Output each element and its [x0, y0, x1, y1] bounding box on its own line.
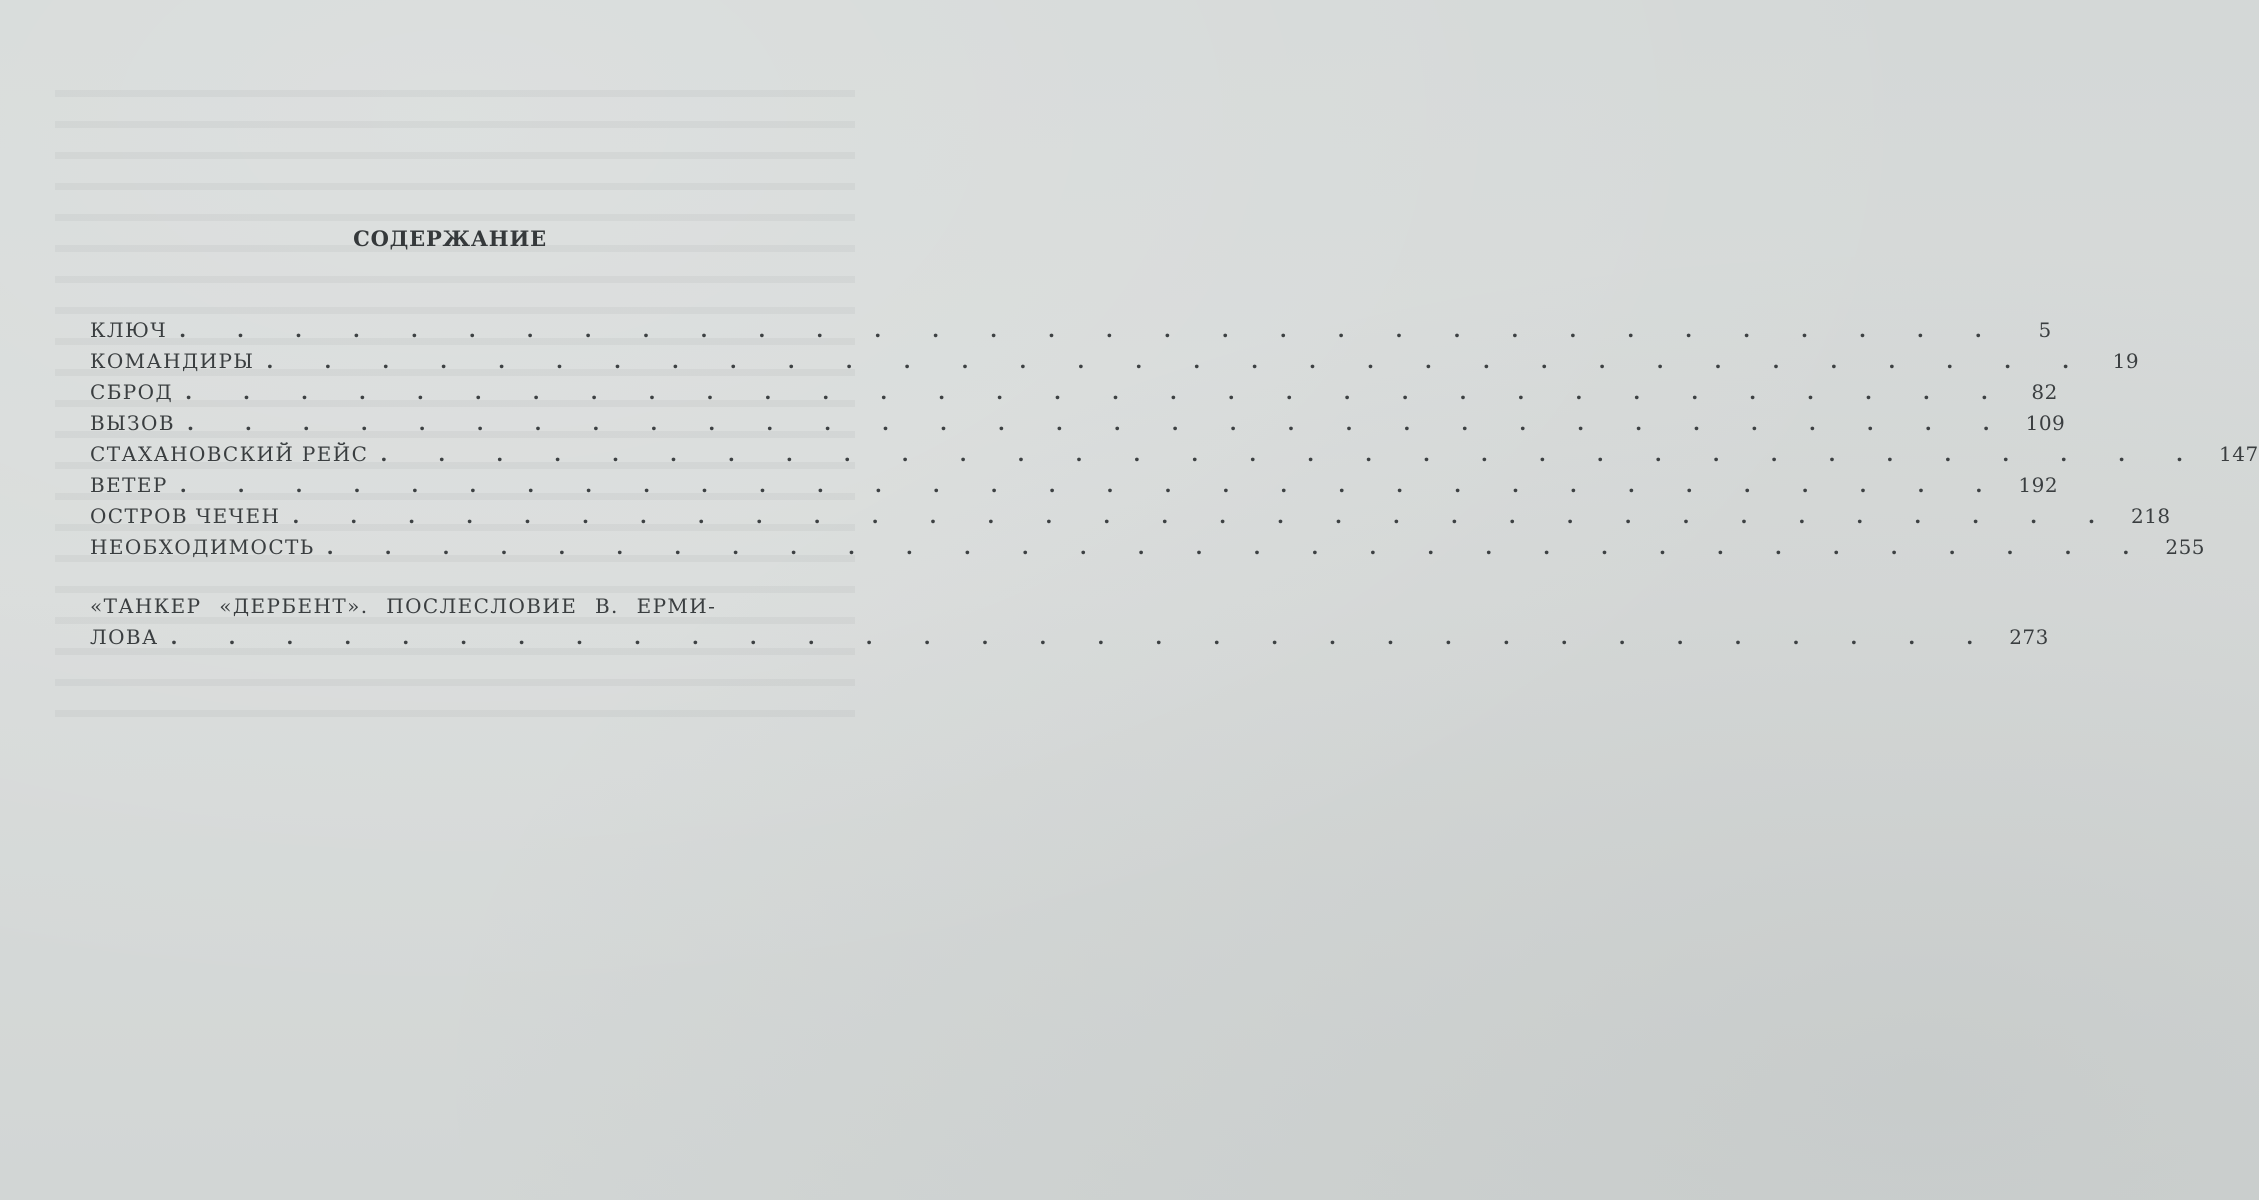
toc-entry — [90, 380, 2058, 411]
toc-entry-page: 255 — [2165, 535, 2206, 559]
toc-entry — [90, 535, 2206, 566]
dot-leader: . . . . . . . . . . . . . . . . . . . . . . . . . . . . . . . . — [380, 442, 2206, 466]
dot-leader: . . . . . . . . . . . . . . . . . . . . . . . . . . . . . . . . — [266, 349, 2092, 373]
toc-entry-title: ВЫЗОВ — [90, 411, 175, 435]
toc-entry-page: 109 — [2025, 411, 2066, 435]
toc-entry — [90, 349, 2140, 380]
toc-entry — [90, 504, 2171, 535]
dot-leader: . . . . . . . . . . . . . . . . . . . . . . . . . . . . . . . . — [186, 411, 2012, 435]
toc-entry — [90, 442, 2259, 473]
toc-entry-title: СБРОД — [90, 380, 174, 404]
toc-entry — [90, 318, 2052, 349]
dot-leader: . . . . . . . . . . . . . . . . . . . . . . . . . . . . . . . . — [326, 535, 2152, 559]
toc-entry-page: 82 — [2031, 380, 2058, 404]
toc-epilogue-entry — [90, 594, 2049, 656]
toc-entry-page: 5 — [2038, 318, 2052, 342]
table-of-contents — [90, 318, 2259, 566]
epilogue-title-line2 — [90, 625, 2049, 656]
toc-entry-page: 147 — [2219, 442, 2259, 466]
toc-entry-title: КЛЮЧ — [90, 318, 168, 342]
dot-leader: . . . . . . . . . . . . . . . . . . . . . . . . . . . . . . . . — [179, 318, 2004, 342]
toc-entry-title: ОСТРОВ ЧЕЧЕН — [90, 504, 281, 528]
toc-entry-title: СТАХАНОВСКИЙ РЕЙС — [90, 442, 369, 466]
toc-entry-title: НЕОБХОДИМОСТЬ — [90, 535, 315, 559]
epilogue-title-line1 — [90, 594, 835, 625]
dot-leader: . . . . . . . . . . . . . . . . . . . . . . . . . . . . . . . . — [292, 504, 2117, 528]
epilogue-title-continuation: ЛОВА — [90, 625, 159, 649]
page-title: СОДЕРЖАНИЕ — [353, 226, 547, 251]
toc-entry-page: 273 — [2009, 625, 2049, 649]
dot-leader: . . . . . . . . . . . . . . . . . . . . . . . . . . . . . . . . — [179, 473, 2005, 497]
toc-entry-page: 19 — [2112, 349, 2140, 373]
toc-entry-title: ВЕТЕР — [90, 473, 168, 497]
dot-leader: . . . . . . . . . . . . . . . . . . . . . . . . . . . . . . . . — [185, 380, 2010, 404]
toc-entry — [90, 473, 2059, 504]
epilogue-title-text: «ТАНКЕР «ДЕРБЕНТ». ПОСЛЕСЛОВИЕ В. ЕРМИ- — [90, 594, 717, 618]
toc-entry-page: 218 — [2130, 504, 2171, 528]
toc-entry — [90, 411, 2066, 442]
dot-leader: . . . . . . . . . . . . . . . . . . . . . . . . . . . . . . . . — [170, 625, 1996, 649]
toc-entry-title: КОМАНДИРЫ — [90, 349, 255, 373]
toc-entry-page: 192 — [2018, 473, 2059, 497]
